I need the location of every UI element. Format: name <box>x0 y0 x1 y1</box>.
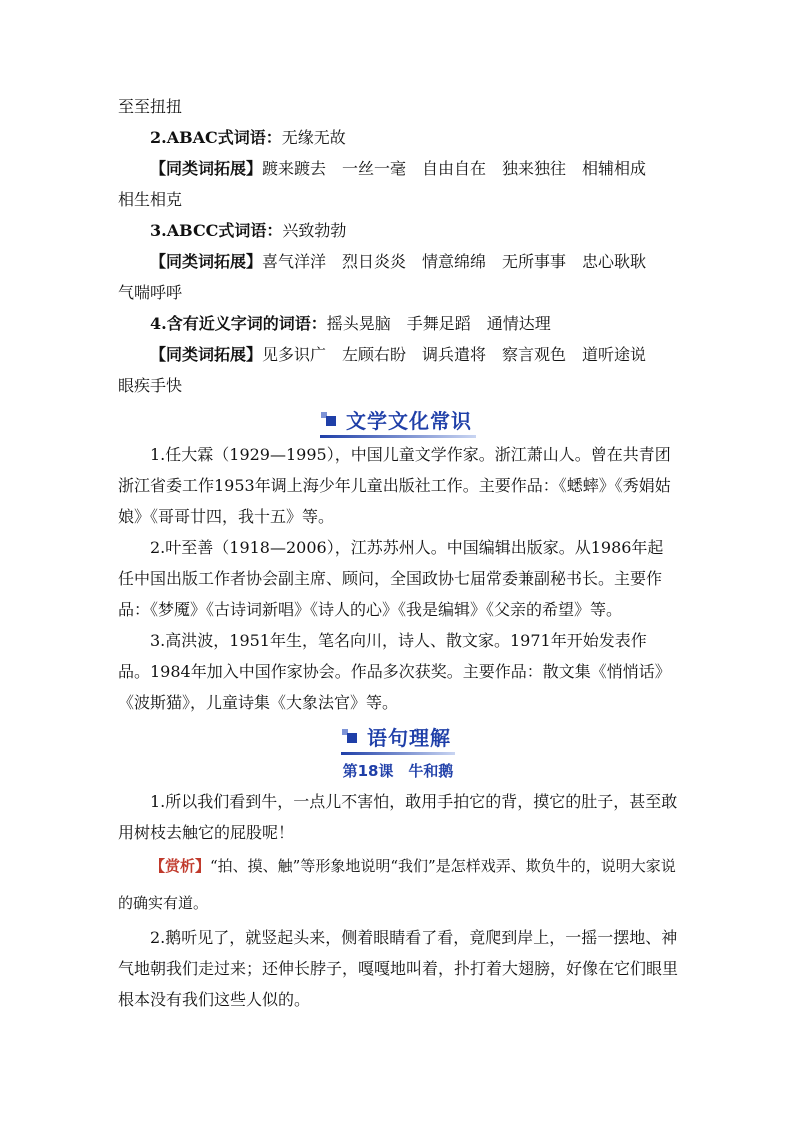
item-text: 喜气洋洋 烈日炎炎 情意绵绵 无所事事 忠心耿耿 <box>262 252 647 271</box>
text-line <box>118 339 678 370</box>
item-label: 【同类词拓展】 <box>150 252 263 271</box>
lesson-title: 第18课 牛和鹅 <box>342 762 454 780</box>
text-line: 至至扭扭 <box>118 97 183 116</box>
item-text: 见多识广 左顾右盼 调兵遣将 察言观色 道听途说 <box>262 345 647 364</box>
item-text: 无缘无故 <box>281 128 346 147</box>
paragraph: 2.叶至善（1918—2006），江苏苏州人。中国编辑出版家。从1986年起任中国出版工作者协会副主席、顾问，全国政协七届常委兼副秘书长。主要作品：《梦魇》《古诗词新唱》《诗人的心》《我是编辑》《父亲的希望》等。 <box>118 538 664 619</box>
text-line <box>118 246 678 277</box>
item-label: 4.含有近义字词的词语： <box>150 314 327 333</box>
paragraph: 3.高洪波，1951年生，笔名向川，诗人、散文家。1971年开始发表作品。1984年加入中国作家协会。作品多次获奖。主要作品：散文集《悄悄话》《波斯猫》，儿童诗集《大象法官》等。 <box>118 631 671 712</box>
text-line <box>118 215 678 246</box>
text-line <box>118 153 678 184</box>
section-header-inner <box>341 722 455 753</box>
section-title: 文学文化常识 <box>346 408 472 433</box>
section-header-inner <box>320 405 476 436</box>
item-label: 2.ABAC式词语： <box>150 128 282 147</box>
analysis-paragraph <box>118 848 678 922</box>
section-header-literature <box>118 403 678 437</box>
paragraph: 2.鹅听见了，就竖起头来，侧着眼睛看了看，竟爬到岸上，一摇一摆地、神气地朝我们走过来；还伸长脖子，嘎嘎地叫着，扑打着大翅膀，好像在它们眼里根本没有我们这些人似的。 <box>118 928 679 1009</box>
section-underline <box>320 435 476 438</box>
square-bullet-icon <box>347 733 357 743</box>
analysis-tag: 【赏析】 <box>150 857 211 875</box>
section-underline <box>341 752 455 755</box>
text-line <box>118 308 678 339</box>
item-text: 摇头晃脑 手舞足蹈 通情达理 <box>326 314 551 333</box>
item-text: 兴致勃勃 <box>282 221 347 240</box>
paragraph: 1.所以我们看到牛，一点儿不害怕，敢用手拍它的背，摸它的肚子，甚至敢用树枝去触它的屁股呢！ <box>118 792 678 842</box>
item-label: 3.ABCC式词语： <box>150 221 283 240</box>
section-header-sentences <box>118 720 678 754</box>
square-bullet-icon <box>326 416 336 426</box>
page-content <box>118 91 678 1015</box>
paragraph: 1.任大霖（1929—1995），中国儿童文学作家。浙江萧山人。曾在共青团浙江省委工作1953年调上海少年儿童出版社工作。主要作品：《蟋蟀》《秀娟姑娘》《哥哥廿四，我十五》等。 <box>118 445 671 526</box>
item-label: 【同类词拓展】 <box>150 159 263 178</box>
text-line: 相生相克 <box>118 190 183 209</box>
item-label: 【同类词拓展】 <box>150 345 263 364</box>
item-text: 踱来踱去 一丝一毫 自由自在 独来独往 相辅相成 <box>262 159 647 178</box>
text-line <box>118 122 678 153</box>
section-title: 语句理解 <box>367 725 451 750</box>
text-line: 眼疾手快 <box>118 376 183 395</box>
analysis-text: “拍、摸、触”等形象地说明“我们”是怎样戏弄、欺负牛的，说明大家说的确实有道。 <box>118 857 676 912</box>
text-line: 气喘呼呼 <box>118 283 183 302</box>
